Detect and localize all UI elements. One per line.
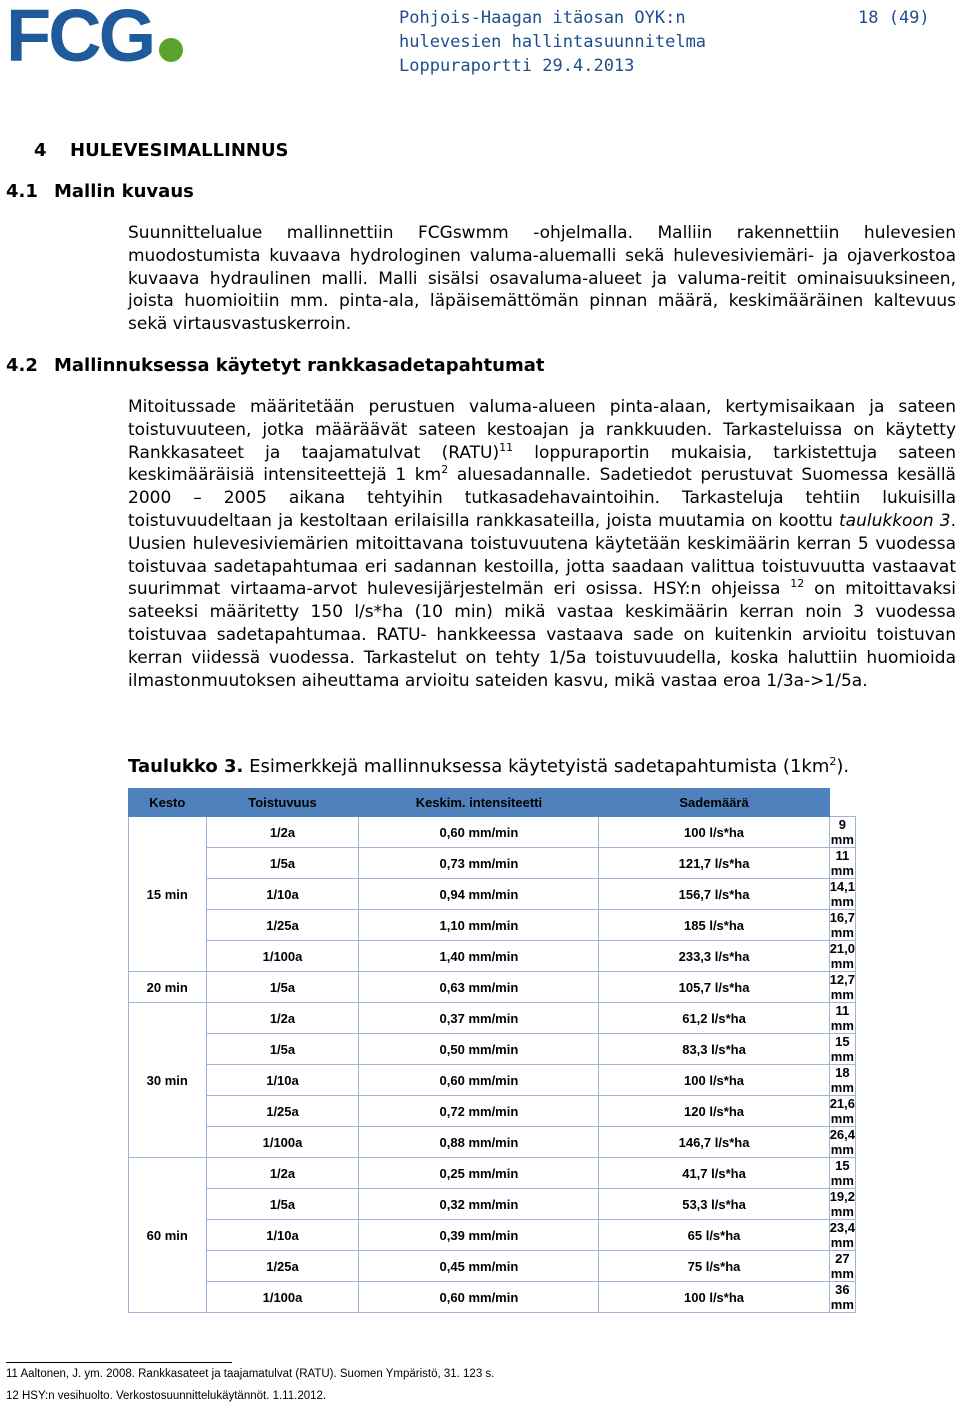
table-cell: 0,60 mm/min (359, 1282, 599, 1313)
table-cell: 0,50 mm/min (359, 1034, 599, 1065)
table-cell: 1/10a (206, 879, 359, 910)
table-cell: 1/2a (206, 1003, 359, 1034)
table-row (129, 1003, 856, 1034)
table-cell: 0,63 mm/min (359, 972, 599, 1003)
rainfall-table (128, 788, 856, 1313)
table-cell: 83,3 l/s*ha (599, 1034, 829, 1065)
caption-text: Esimerkkejä mallinnuksessa käytetyistä sadetapahtumista (1km (249, 756, 830, 777)
table-row (129, 1189, 856, 1220)
table-row (129, 848, 856, 879)
table-cell: 21,0 mm (829, 941, 855, 971)
column-header: Sademäärä (599, 789, 829, 817)
chapter-number: 4 (34, 140, 47, 161)
duration-cell: 20 min (129, 972, 207, 1003)
table-cell: 185 l/s*ha (599, 910, 829, 941)
table-cell: 233,3 l/s*ha (599, 941, 829, 972)
table-cell: 23,4 mm (829, 1220, 855, 1250)
table-row (129, 879, 856, 910)
table-cell: 0,88 mm/min (359, 1127, 599, 1158)
table-cell: 100 l/s*ha (599, 817, 829, 848)
header-line-3: Loppuraportti 29.4.2013 (399, 56, 635, 76)
table-caption (128, 756, 849, 777)
table-cell: 0,25 mm/min (359, 1158, 599, 1189)
table-cell: 1/5a (206, 972, 359, 1003)
table-cell: 1/5a (206, 1034, 359, 1065)
table-cell: 27 mm (830, 1251, 854, 1281)
table-cell: 121,7 l/s*ha (599, 848, 829, 879)
footnote-ref-12: 12 (790, 577, 805, 591)
table-row (129, 1034, 856, 1065)
section-number: 4.1 (6, 181, 38, 202)
table-row (129, 1127, 856, 1158)
document-header (399, 6, 859, 78)
table-row (129, 1251, 856, 1282)
table-cell: 0,60 mm/min (359, 817, 599, 848)
table-cell: 15 mm (830, 1034, 854, 1064)
section-heading-4-2 (6, 355, 544, 376)
table-row (129, 1282, 856, 1313)
table-cell: 15 mm (830, 1158, 854, 1188)
chapter-heading (34, 140, 289, 161)
table-cell: 0,73 mm/min (359, 848, 599, 879)
duration-cell: 60 min (129, 1158, 207, 1313)
paragraph-text: loppuraportin mukaisia, tarkistettuja sateen keskimääräisiä intensiteettejä 1 km (128, 442, 956, 486)
table-cell: 0,45 mm/min (359, 1251, 599, 1282)
table-cell: 0,39 mm/min (359, 1220, 599, 1251)
table-row (129, 910, 856, 941)
table-cell: 0,94 mm/min (359, 879, 599, 910)
table-cell: 1/100a (206, 941, 359, 972)
table-cell: 9 mm (830, 817, 854, 847)
table-reference: taulukkoon 3 (839, 510, 951, 531)
table-body (129, 817, 856, 1313)
table-cell: 0,37 mm/min (359, 1003, 599, 1034)
footnote-divider (6, 1362, 232, 1363)
table-cell: 11 mm (830, 1003, 854, 1033)
table-cell: 100 l/s*ha (599, 1282, 829, 1313)
superscript-2: 2 (441, 463, 449, 477)
table-cell: 1/2a (206, 817, 359, 848)
table-cell: 11 mm (830, 848, 854, 878)
duration-cell: 15 min (129, 817, 207, 972)
header-line-2: hulevesien hallintasuunnitelma (399, 32, 707, 52)
table-row (129, 1220, 856, 1251)
section-heading-4-1 (6, 181, 194, 202)
table-cell: 0,72 mm/min (359, 1096, 599, 1127)
table-row (129, 972, 856, 1003)
table-cell: 18 mm (830, 1065, 854, 1095)
table-cell: 120 l/s*ha (599, 1096, 829, 1127)
table-cell: 1/100a (206, 1127, 359, 1158)
table-cell: 41,7 l/s*ha (599, 1158, 829, 1189)
table-cell: 1/25a (206, 910, 359, 941)
table-cell: 1/100a (206, 1282, 359, 1313)
chapter-title: HULEVESIMALLINNUS (70, 140, 289, 161)
table-cell: 16,7 mm (829, 910, 855, 940)
table-row (129, 817, 856, 848)
section-4-2-paragraph (128, 396, 956, 692)
table-cell: 21,6 mm (829, 1096, 855, 1126)
column-header: Keskim. intensiteetti (359, 789, 599, 817)
logo-text: FCG (6, 0, 154, 77)
table-row (129, 1158, 856, 1189)
table-cell: 1/5a (206, 848, 359, 879)
table-cell: 105,7 l/s*ha (599, 972, 829, 1003)
table-cell: 1/5a (206, 1189, 359, 1220)
table-cell: 53,3 l/s*ha (599, 1189, 829, 1220)
table-cell: 1/25a (206, 1251, 359, 1282)
table-cell: 0,32 mm/min (359, 1189, 599, 1220)
caption-superscript: 2 (829, 755, 837, 768)
paragraph-text: . Uusien hulevesiviemärien mitoittavana toistuvuutena käytetään keskimäärin kerran 5 vuodessa toistuvaa sadetapahtumaa eri sadannan kestoilla, jotta saadaan valittua toistuvuutta vastaavat suurimmat virtaama-arvot hulevesijärjestelmän eri osissa. HSY:n ohjeissa (128, 510, 957, 600)
column-header: Kesto (129, 789, 207, 817)
caption-end: ). (836, 756, 850, 777)
header-line-1: Pohjois-Haagan itäosan OYK:n (399, 8, 686, 28)
table-header-row (129, 789, 856, 817)
table-row (129, 941, 856, 972)
section-title: Mallinnuksessa käytetyt rankkasadetapahtumat (54, 355, 545, 376)
duration-cell: 30 min (129, 1003, 207, 1158)
page-number: 18 (49) (858, 8, 930, 28)
table-cell: 26,4 mm (829, 1127, 855, 1157)
caption-label: Taulukko 3. (128, 756, 244, 777)
table-cell: 14,1 mm (829, 879, 855, 909)
table-cell: 1/25a (206, 1096, 359, 1127)
table-cell: 75 l/s*ha (599, 1251, 829, 1282)
footnote-12: 12 HSY:n vesihuolto. Verkostosuunnittelukäytännöt. 1.11.2012. (6, 1390, 327, 1402)
table-cell: 61,2 l/s*ha (599, 1003, 829, 1034)
footnote-ref-11: 11 (499, 440, 514, 454)
table-cell: 146,7 l/s*ha (599, 1127, 829, 1158)
paragraph-text: on mitoittavaksi sateeksi määritetty 150 l/s*ha (10 min) mikä vastaa keskimäärin kerran noin 3 vuodessa toistuvaa sadetapahtumaa. RATU- hankkeessa vastaava sade on kuitenkin arvioitu toistuvan kerran viidessä vuodessa. Tarkastelut on tehty 1/5a toistuvuudella, koska haluttiin huomioida ilmastonmuutoksen aiheuttama arvioitu sateiden kasvu, mikä vastaa eroa 1/3a->1/5a. (128, 579, 956, 691)
section-4-1-paragraph: Suunnittelualue mallinnettiin FCGswmm -ohjelmalla. Malliin rakennettiin hulevesien muodostumista kuvaava hydrologinen valuma-aluemalli sekä hulevesiviemäri- ja ojaverkostoa kuvaava hydraulinen malli. Malli sisälsi osavaluma-alueet ja valuma-reitit ominaisuuksineen, joista huomioitiin mm. pinta-ala, läpäisemättömän pinnan määrä, keskimääräinen kaltevuus sekä virtausvastuskerroin. (128, 223, 956, 335)
table-cell: 100 l/s*ha (599, 1065, 829, 1096)
table-cell: 1/10a (206, 1065, 359, 1096)
table-cell: 1,40 mm/min (359, 941, 599, 972)
table-cell: 1/2a (206, 1158, 359, 1189)
table-cell: 19,2 mm (829, 1189, 855, 1219)
table-cell: 1,10 mm/min (359, 910, 599, 941)
table-cell: 65 l/s*ha (599, 1220, 829, 1251)
logo-dot-icon (159, 38, 183, 62)
paragraph-text: aluesadannalle. Sadetiedot perustuvat Suomessa kesällä 2000 – 2005 aikana tehtyihin tutkasadehavaintoihin. Tarkasteluja tehtiin lukuisilla toistuvuudeltaan ja kestoltaan erilaisilla rankkasateilla, joista muutamia on koottu (128, 465, 956, 531)
section-title: Mallin kuvaus (54, 181, 194, 202)
table-row (129, 1065, 856, 1096)
table-cell: 12,7 mm (829, 972, 855, 1002)
footnote-11: 11 Aaltonen, J. ym. 2008. Rankkasateet ja taajamatulvat (RATU). Suomen Ympäristö, 31. 123 s. (6, 1368, 495, 1380)
column-header: Toistuvuus (206, 789, 359, 817)
table-cell: 0,60 mm/min (359, 1065, 599, 1096)
fcg-logo (6, 0, 183, 77)
table-cell: 1/10a (206, 1220, 359, 1251)
section-number: 4.2 (6, 355, 38, 376)
table-cell: 36 mm (830, 1282, 854, 1312)
table-cell: 156,7 l/s*ha (599, 879, 829, 910)
table-row (129, 1096, 856, 1127)
paragraph-text: Mitoitussade määritetään perustuen valuma-alueen pinta-alaan, kertymisaikaan ja sateen toistuvuuteen, jotka määräävät sateen kestoajan ja rankkuuden. Tarkasteluissa on käytetty Rankkasateet ja taajamatulvat (RATU) (128, 397, 956, 463)
